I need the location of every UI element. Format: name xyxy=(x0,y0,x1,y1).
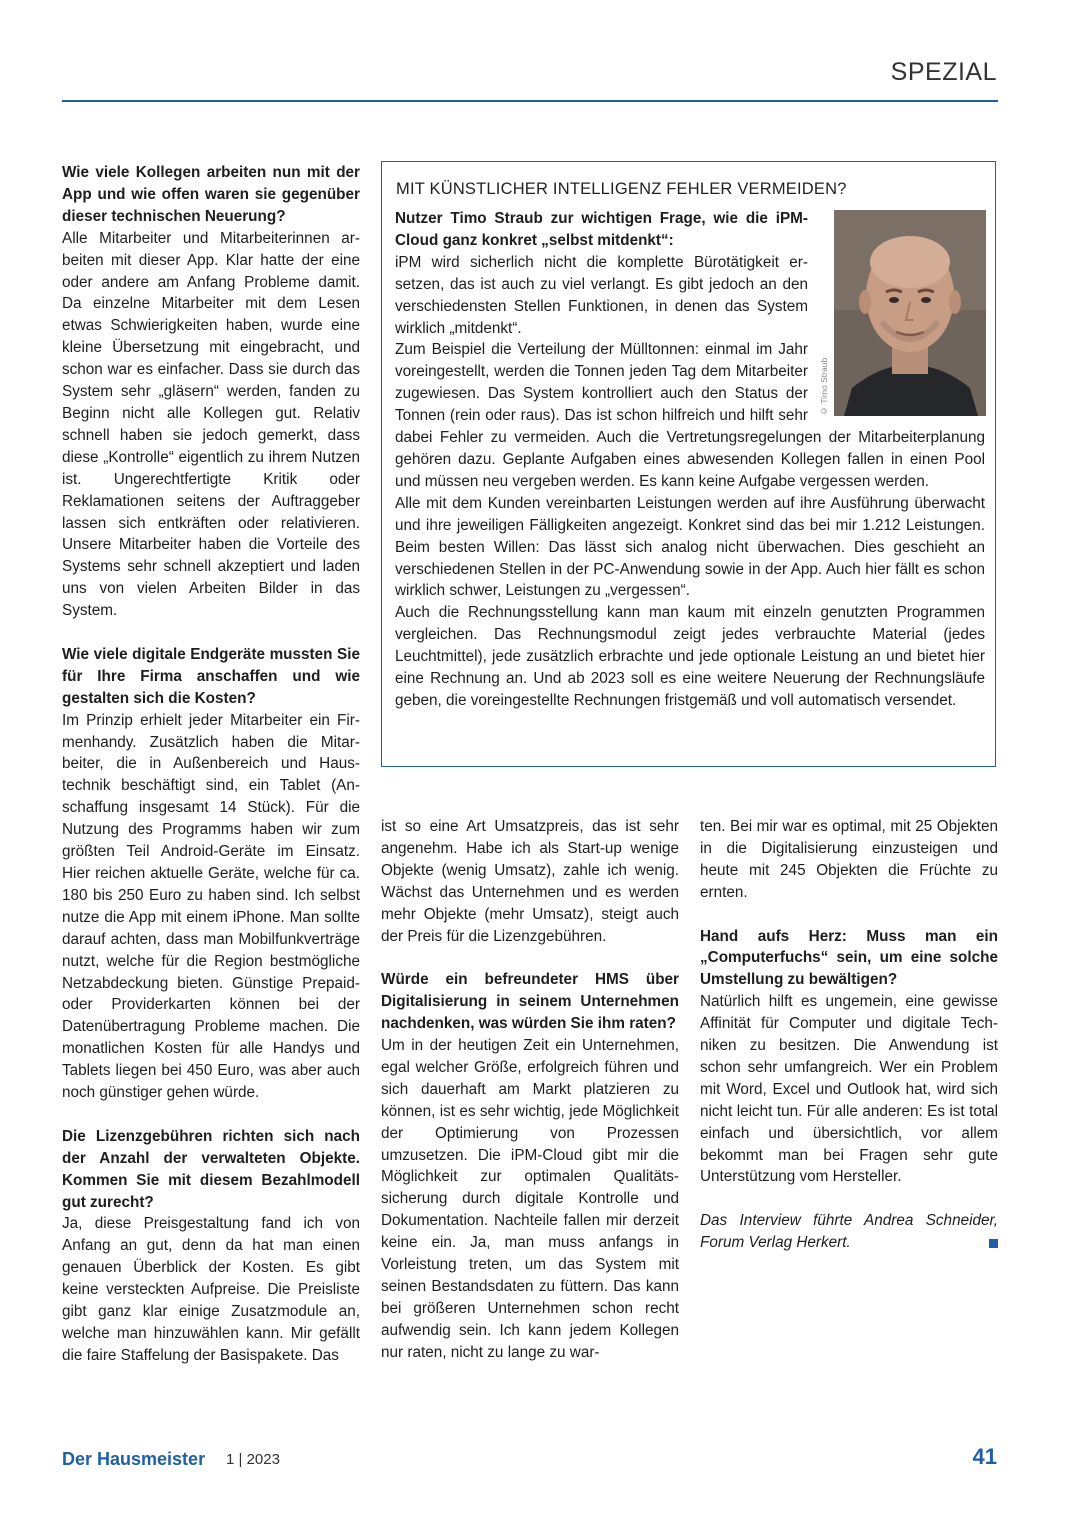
info-box-text xyxy=(395,208,985,712)
question-4: Würde ein befreundeter HMS über Digitalisierung in seinem Unternehmen nachdenken, was würden Sie ihm raten? xyxy=(381,971,679,1033)
paragraph-gap xyxy=(700,1188,998,1210)
answer-4: Um in der heutigen Zeit ein Unternehmen, egal welcher Größe, erfolgreich führen und sich dauerhaft am Markt platzieren zu können, ist es sehr wichtig, jede Möglichkeit der Optimierung von Prozessen umzusetzen. Die iPM-Cloud gibt mir die Möglichkeit zur optimalen Qualitätssicherung durch digitale Kontrolle und Dokumentation. Nachteile fallen mir derzeit keine ein. Ja, man muss anfangs in Vorleistung treten, um das System mit seinen Bestandsdaten zu füttern. Das kann bei größeren Unternehmen schon recht aufwendig sein. Ich kann jedem Kollegen nur raten, nicht zu lange zu war- xyxy=(381,1037,679,1361)
page-number: 41 xyxy=(972,1444,997,1469)
photo-credit: © Timo Straub xyxy=(819,357,829,416)
paragraph-gap xyxy=(62,1104,360,1126)
column-left xyxy=(62,162,360,1367)
column-middle xyxy=(381,816,679,1364)
answer-5: Natürlich hilft es ungemein, eine gewisse Affinität für Computer und digitale Techniken zu besitzen. Die Anwendung ist schon sehr umfangreich. Wer ein Problem mit Word, Excel und Outlook hat, wird sich nicht leicht tun. Für alle anderen: Es ist total einfach und übersichtlich, vor allem bekommt man bei Fragen sehr gute Unterstützung vom Hersteller. xyxy=(700,993,998,1186)
info-box-title: MIT KÜNSTLICHER INTELLIGENZ FEHLER VERMEIDEN? xyxy=(396,180,847,198)
section-label: SPEZIAL xyxy=(890,58,997,86)
paragraph-gap xyxy=(62,622,360,644)
question-5: Hand aufs Herz: Muss man ein „Computerfuchs“ sein, um eine solche Umstellung zu bewältigen? xyxy=(700,927,998,989)
portrait-figure xyxy=(814,210,986,418)
answer-3: Ja, diese Preisgestaltung fand ich von Anfang an gut, denn da hat man einen genauen Überblick der Kosten. Es gibt keine versteckten Aufpreise. Die Preisliste gibt ganz klar einige Zusatzmodule an, welche man hinzuwählen kann. Mir gefällt die faire Staffelung der Basispakete. Das xyxy=(62,1215,360,1364)
answer-2: Im Prinzip erhielt jeder Mitarbeiter ein Firmenhandy. Zusätzlich haben die Mitarbeiter, die in Außenbereich und Haustechnik beschäftigt sind, ein Tablet (Anschaffung insgesamt 14 Stück). Für die Nutzung des Programms haben wir zum größten Teil Android-Geräte im Einsatz. Hier reichen aktuelle Geräte, welche für ca. 180 bis 250 Euro zu haben sind. Ich selbst nutze die App mit einem iPhone. Man sollte darauf achten, dass man Mobilfunkverträge nutzt, welche für die Region bestmögliche Netzabdeckung bieten. Günstige Prepaid- oder Providerkarten können bei der Datenübertragung Probleme machen. Die monatlichen Kosten für alle Handys und Tablets liegen bei 450 Euro, was aber auch noch günstiger gehen würde. xyxy=(62,711,360,1102)
answer-1: Alle Mitarbeiter und Mitarbeiterinnen arbeiten mit dieser App. Klar hatte der eine oder andere am Anfang Probleme damit. Da einzelne Mitarbeiter mit dem Lesen etwas Schwierigkeiten haben, wurde eine kleine Übersetzung mit eingebracht, und schon war es einfacher. Dass sie durch das System sehr „gläsern“ werden, fanden zu Beginn nicht alle Kollegen gut. Relativ schnell haben sie jedoch gemerkt, dass diese „Kontrolle“ eigentlich zu ihrem Nutzen ist. Ungerechtfertigte Kritik oder Reklamationen seitens der Auftraggeber lassen sich entkräften oder relativieren. Unsere Mitarbeiter haben die Vorteile des Systems sehr schnell akzeptiert und laden uns von vielen Arbeiten Bilder in das System. xyxy=(62,229,360,620)
paragraph-gap xyxy=(700,904,998,926)
signature-text: Das Interview führte Andrea Schneider, Forum Verlag Herkert. xyxy=(700,1212,998,1252)
footer-brand: Der Hausmeister xyxy=(62,1449,206,1469)
interview-signature xyxy=(700,1210,998,1254)
header-rule xyxy=(62,100,998,102)
info-box-paragraph-1: iPM wird sicherlich nicht die komplette Bürotätigkeit ersetzen, das ist auch zu viel verlangt. Es gibt jedoch an den verschiedensten Stellen Funktionen, in denen das System wirklich „mitdenkt“. xyxy=(395,253,808,337)
footer-issue: 1 | 2023 xyxy=(226,1451,280,1468)
info-box-paragraph-4: Auch die Rechnungsstellung kann man kaum mit einzeln genutzten Programmen vergleichen. Das Rechnungsmodul zeigt jedes verbrauchte Material (jedes Leuchtmittel), jede zusätzlich erbrachte und jede optionale Leistung an und bietet hier eine Rechnung an. Und ab 2023 soll es eine weitere Neuerung der Rechnungsläufe geben, die voreingestellte Rechnungen fristgemäß und voll automatisch versendet. xyxy=(395,604,985,709)
info-box xyxy=(381,161,996,767)
question-1: Wie viele Kollegen arbeiten nun mit der App und wie offen waren sie gegenüber dieser technischen Neuerung? xyxy=(62,164,360,225)
answer-3-continued: ist so eine Art Umsatzpreis, das ist sehr angenehm. Habe ich als Start-up wenige Objekte (wenig Umsatz), zahle ich wenig. Wächst das Unternehmen und es werden mehr Objekte (mehr Umsatz), steigt auch der Preis für die Lizenzgebühren. xyxy=(381,818,679,945)
info-box-lead: Nutzer Timo Straub zur wichtigen Frage, wie die iPM-Cloud ganz konkret „selbst mitdenkt“: xyxy=(395,210,808,249)
info-box-paragraph-3: Alle mit dem Kunden vereinbarten Leistungen werden auf ihre Ausführung überwacht und ihre jeweiligen Fälligkeiten angezeigt. Konkret sind das bei mir 1.212 Leistungen. Beim besten Willen: Das lässt sich analog nicht überwachen. Dies geschieht an verschiedenen Stellen in der PC-Anwendung sowie in der App. Auch hier fällt es schon wirklich schwer, Leistungen zu „vergessen“. xyxy=(395,494,985,600)
portrait-photo xyxy=(834,210,986,416)
column-right xyxy=(700,816,998,1254)
paragraph-gap xyxy=(381,947,679,969)
square-end-mark-icon xyxy=(989,1239,998,1248)
info-box-paragraph-2: Zum Beispiel die Verteilung der Mülltonnen: einmal im Jahr voreingestellt, werden die Tonnen jeden Tag dem Mitarbeiter zugewiesen. Das System kontrolliert auch den Status der Tonnen (rein oder raus). Das ist schon hilfreich und hilft sehr dabei Fehler zu vermeiden. Auch die Vertretungsregelungen der Mitarbeiterplanung gehören dazu. Geplante Aufgaben eines abwesenden Kollegen fallen in einen Pool und müssen neu vergeben werden. Es kann keine Aufgabe vergessen werden. xyxy=(395,341,985,490)
portrait-illustration xyxy=(834,210,986,416)
question-2: Wie viele digitale Endgeräte mussten Sie für Ihre Firma anschaffen und wie gestalten sich die Kosten? xyxy=(62,645,360,707)
question-3: Die Lizenzgebühren richten sich nach der Anzahl der verwalteten Objekte. Kommen Sie mit diesem Bezahlmodell gut zurecht? xyxy=(62,1127,360,1211)
answer-4-continued: ten. Bei mir war es optimal, mit 25 Objekten in die Digitalisierung einzusteigen und heute mit 245 Objekten die Früchte zu ernten. xyxy=(700,818,998,901)
